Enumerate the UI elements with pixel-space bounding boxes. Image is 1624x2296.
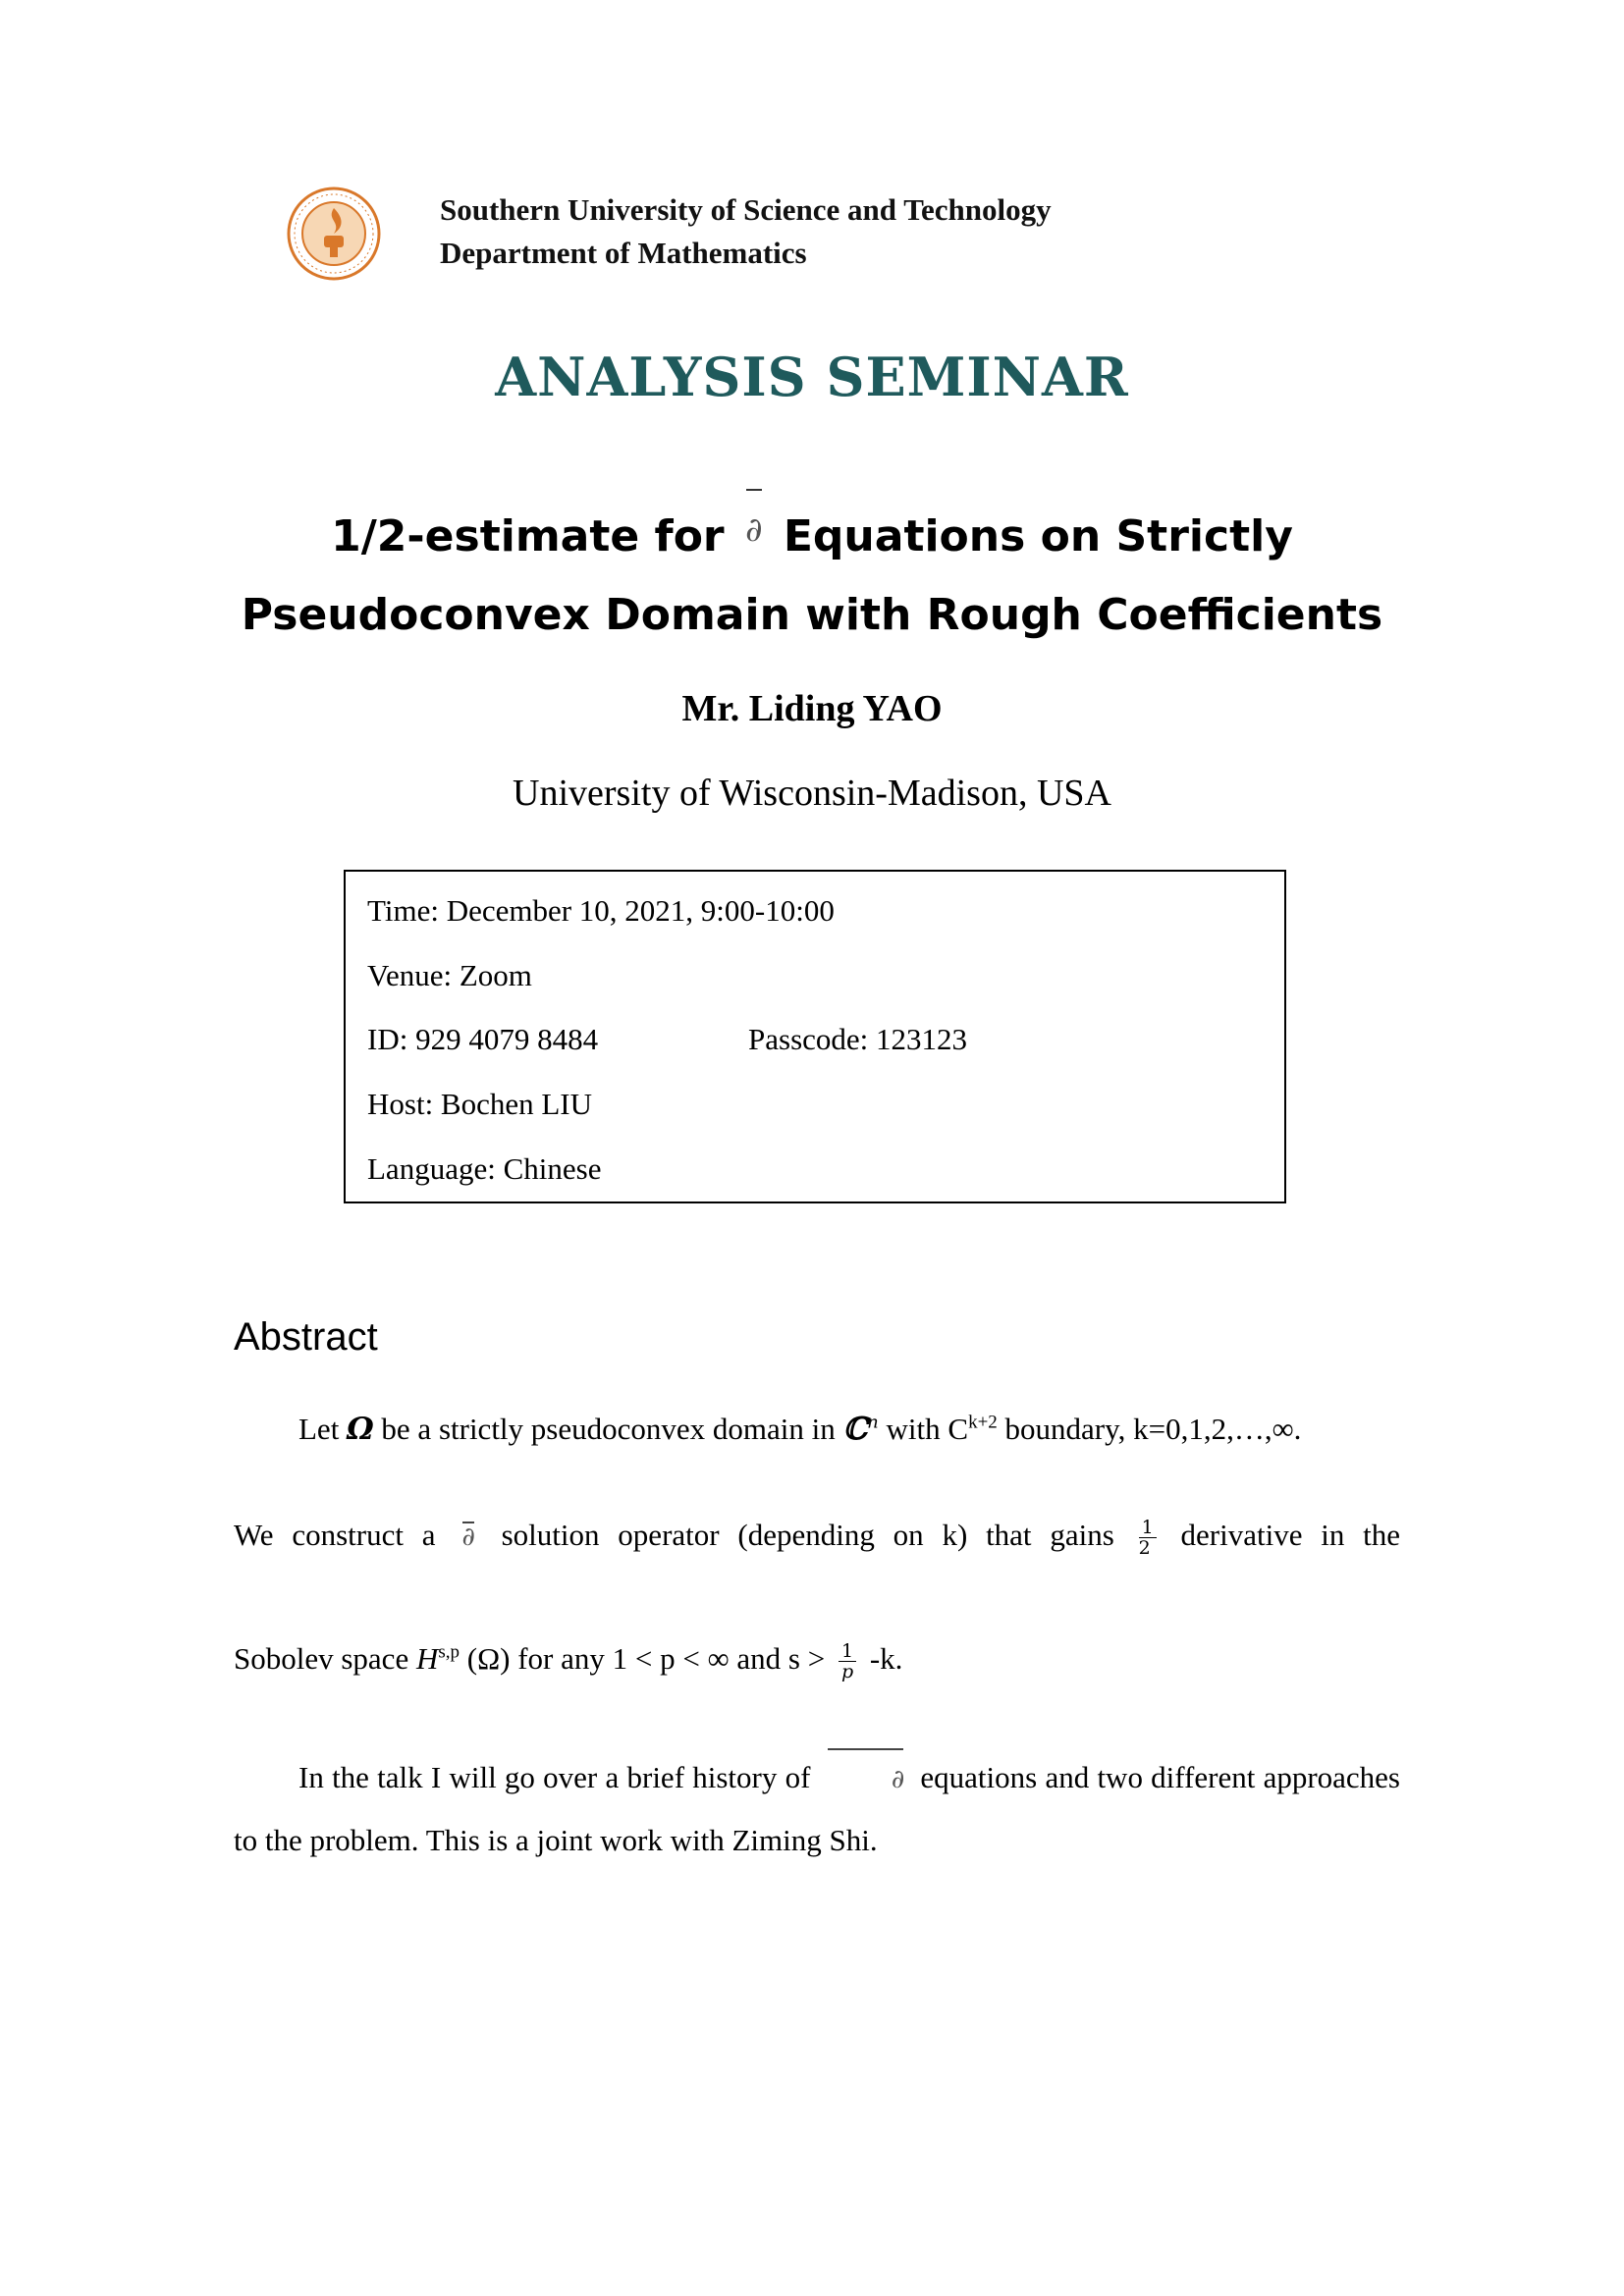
- speaker-name: Mr. Liding YAO: [681, 688, 943, 729]
- info-time: Time: December 10, 2021, 9:00-10:00: [367, 893, 835, 928]
- speaker-affiliation: University of Wisconsin-Madison, USA: [513, 773, 1111, 814]
- university-logo: [287, 187, 381, 281]
- event-info-box: [344, 870, 1286, 1203]
- fraction-one-over-p: $\frac{1}{p}$: [839, 1641, 856, 1682]
- info-language: Language: Chinese: [367, 1151, 602, 1186]
- institution-block: [440, 188, 1052, 275]
- institution-name: Southern University of Science and Technology: [440, 192, 1052, 227]
- omega-symbol: Ω: [347, 1412, 374, 1447]
- talk-title-line2: Pseudoconvex Domain with Rough Coefficients: [241, 590, 1383, 640]
- abstract-paragraph-3: Sobolev space H$^{s,p}$ (Ω) for any 1 < p < ∞ and s > $\frac{1}{p}$ -k.: [234, 1640, 903, 1683]
- abstract-paragraph-1: Let Ω be a strictly pseudoconvex domain in ℂ$^n$ with $C^{k+2}$ boundary, k=0,1,2,…,∞.: [298, 1412, 1302, 1447]
- fraction-one-half: $\frac{1}{2}$: [1139, 1518, 1157, 1558]
- abstract-heading: Abstract: [234, 1315, 378, 1359]
- seminar-series-title: ANALYSIS SEMINAR: [495, 346, 1129, 408]
- department-name: Department of Mathematics: [440, 236, 807, 270]
- abstract-paragraph-2: We construct a ∂ solution operator (depending on k) that gains $\frac{1}{2}$ derivative in the: [234, 1517, 1401, 1560]
- complex-space-symbol: ℂ$^n$: [842, 1412, 879, 1447]
- dbar-symbol: ∂: [745, 491, 763, 569]
- abstract-paragraph-4: In the talk I will go over a brief history of ∂ equations and two different approaches to the problem. This is a joint work with Ziming Shi.: [234, 1747, 1400, 1871]
- info-host: Host: Bochen LIU: [367, 1087, 593, 1121]
- info-passcode: Passcode: 123123: [748, 1022, 968, 1056]
- talk-title-line1: 1/2-estimate for ∂ Equations on Strictly: [0, 491, 1624, 576]
- dbar-symbol: ∂: [827, 1749, 904, 1810]
- dbar-symbol: ∂: [461, 1522, 475, 1552]
- info-venue: Venue: Zoom: [367, 958, 532, 992]
- talk-title: [0, 491, 1624, 655]
- info-meeting-id: ID: 929 4079 8484: [367, 1022, 599, 1056]
